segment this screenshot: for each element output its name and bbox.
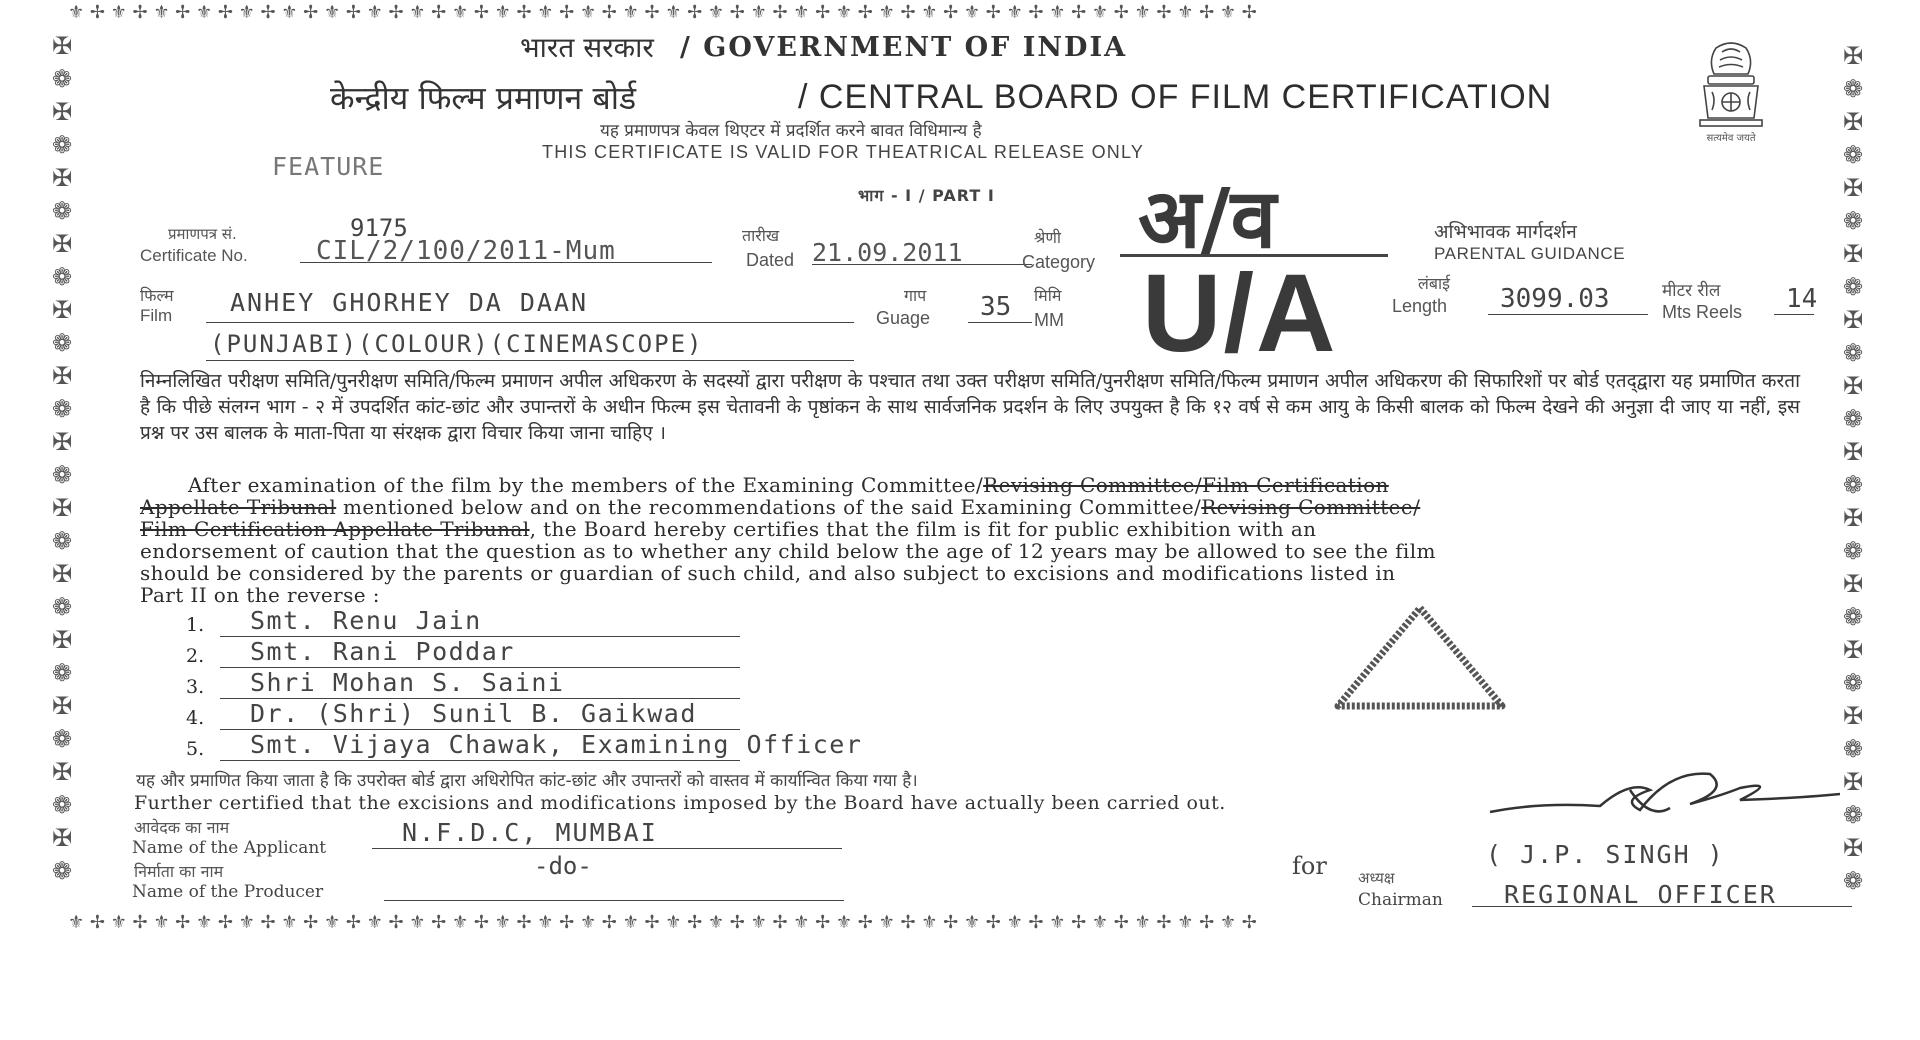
member-number: 2. bbox=[186, 645, 205, 667]
length-unit: Mts Reels bbox=[1662, 302, 1743, 322]
list-item bbox=[186, 699, 1086, 730]
government-title: / GOVERNMENT OF INDIA bbox=[680, 32, 1128, 63]
further-english: Further certified that the excisions and modifications imposed by the Board have actually been carried out. bbox=[134, 792, 1226, 814]
chairman-label: Chairman bbox=[1358, 890, 1443, 910]
hindi-validity-note: यह प्रमाणपत्र केवल थिएटर में प्रदर्शित करने बावत विधिमान्य है bbox=[600, 121, 982, 141]
emblem-caption: सत्यमेव जयते bbox=[1706, 133, 1756, 144]
member-underline bbox=[220, 760, 740, 761]
member-number: 1. bbox=[186, 614, 205, 636]
hindi-government-title: भारत सरकार bbox=[520, 31, 654, 64]
signatory-name: ( J.P. SINGH ) bbox=[1486, 840, 1725, 869]
feature-stamp: FEATURE bbox=[272, 152, 385, 181]
member-name: Smt. Vijaya Chawak, Examining Officer bbox=[250, 730, 863, 759]
paragraph-line-2b: mentioned below and on the recommendations of the said Examining Committee/ bbox=[336, 495, 1202, 519]
list-item bbox=[186, 730, 1086, 761]
film-details: (PUNJABI)(COLOUR)(CINEMASCOPE) bbox=[210, 330, 704, 358]
producer-hindi-label: निर्माता का नाम bbox=[134, 862, 224, 881]
signatory-underline bbox=[1472, 906, 1852, 907]
gauge-unit: MM bbox=[1034, 310, 1064, 330]
triangle-stamp bbox=[1330, 602, 1510, 714]
film-title: ANHEY GHORHEY DA DAAN bbox=[230, 288, 589, 317]
gauge-value: 35 bbox=[980, 292, 1012, 322]
triangle-icon bbox=[1330, 602, 1510, 714]
reels-underline bbox=[1774, 314, 1814, 315]
gauge-hindi-unit: मिमि bbox=[1034, 286, 1062, 305]
paragraph-line-2c-struck: Revising Committee/ bbox=[1201, 495, 1421, 519]
member-name: Smt. Renu Jain bbox=[250, 606, 482, 635]
border-right: ✠ ❁ ✠ ❁ ✠ ❁ ✠ ❁ ✠ ❁ ✠ ❁ ✠ ❁ ✠ ❁ ✠ ❁ ✠ ❁ ✠ ❁ ✠ ❁ ✠ ❁ bbox=[1843, 42, 1864, 895]
border-top: ⚜ ✢ ⚜ ✢ ⚜ ✢ ⚜ ✢ ⚜ ✢ ⚜ ✢ ⚜ ✢ ⚜ ✢ ⚜ ✢ ⚜ ✢ ⚜ ✢ ⚜ ✢ ⚜ ✢ ⚜ ✢ ⚜ ✢ ⚜ ✢ ⚜ ✢ ⚜ ✢ ⚜ ✢ ⚜ ✢ ⚜ ✢ ⚜ ✢ ⚜ ✢ ⚜ ✢ ⚜ ✢ ⚜ ✢ ⚜ ✢ ⚜ ✢ bbox=[68, 2, 1257, 23]
length-hindi-label: लंबाई bbox=[1418, 274, 1450, 293]
producer-value: -do- bbox=[534, 852, 592, 880]
certificate-number: CIL/2/100/2011-Mum bbox=[316, 236, 616, 266]
date-hindi-label: तारीख bbox=[742, 226, 780, 245]
date-underline bbox=[812, 264, 1032, 265]
for-label: for bbox=[1292, 852, 1327, 880]
length-label: Length bbox=[1392, 296, 1448, 316]
chairman-hindi-label: अध्यक्ष bbox=[1358, 869, 1395, 887]
reels-value: 14 bbox=[1786, 284, 1818, 314]
validity-note: THIS CERTIFICATE IS VALID FOR THEATRICAL RELEASE ONLY bbox=[542, 142, 1145, 162]
part-label: भाग - I / PART I bbox=[858, 186, 995, 205]
paragraph-line-1b-struck: Revising Committee/Film Certification bbox=[983, 473, 1389, 497]
gauge-label: Guage bbox=[876, 308, 931, 328]
national-emblem bbox=[1686, 40, 1776, 150]
paragraph-line-4: endorsement of caution that the question as to whether any child below the age of 12 years may be allowed to see the film bbox=[140, 539, 1436, 563]
list-item bbox=[186, 606, 1086, 637]
member-number: 5. bbox=[186, 738, 205, 760]
paragraph-line-2a-struck: Appellate Tribunal bbox=[140, 495, 337, 519]
category-hindi-mark: अ/व bbox=[1138, 172, 1277, 267]
certificate-underline bbox=[300, 262, 712, 263]
signature-scribble-icon bbox=[1480, 760, 1850, 840]
signatory-title: REGIONAL OFFICER bbox=[1504, 880, 1777, 909]
english-certification-paragraph bbox=[140, 474, 1804, 606]
paragraph-line-1a: After examination of the film by the members of the Examining Committee/ bbox=[188, 473, 984, 497]
border-left: ✠ ❁ ✠ ❁ ✠ ❁ ✠ ❁ ✠ ❁ ✠ ❁ ✠ ❁ ✠ ❁ ✠ ❁ ✠ ❁ ✠ ❁ ✠ ❁ ✠ ❁ bbox=[52, 32, 73, 885]
hindi-board-title: केन्द्रीय फिल्म प्रमाणन बोर्ड bbox=[330, 79, 637, 117]
paragraph-line-5: should be considered by the parents or guardian of such child, and also subject to excisions and modifications listed in bbox=[140, 561, 1396, 585]
gauge-hindi-label: गाप bbox=[904, 286, 927, 305]
category-hindi-label: श्रेणी bbox=[1034, 228, 1062, 247]
guidance-label: PARENTAL GUIDANCE bbox=[1434, 244, 1626, 263]
certificate-label: Certificate No. bbox=[140, 246, 248, 265]
film-hindi-label: फिल्म bbox=[140, 286, 174, 305]
member-name: Smt. Rani Poddar bbox=[250, 637, 515, 666]
length-underline bbox=[1488, 314, 1648, 315]
border-bottom: ⚜ ✢ ⚜ ✢ ⚜ ✢ ⚜ ✢ ⚜ ✢ ⚜ ✢ ⚜ ✢ ⚜ ✢ ⚜ ✢ ⚜ ✢ ⚜ ✢ ⚜ ✢ ⚜ ✢ ⚜ ✢ ⚜ ✢ ⚜ ✢ ⚜ ✢ ⚜ ✢ ⚜ ✢ ⚜ ✢ ⚜ ✢ ⚜ ✢ ⚜ ✢ ⚜ ✢ ⚜ ✢ ⚜ ✢ ⚜ ✢ ⚜ ✢ bbox=[68, 912, 1257, 933]
list-item bbox=[186, 637, 1086, 668]
board-title: / CENTRAL BOARD OF FILM CERTIFICATION bbox=[798, 78, 1553, 116]
film-label: Film bbox=[140, 306, 173, 325]
applicant-hindi-label: आवेदक का नाम bbox=[134, 818, 230, 837]
gauge-underline bbox=[968, 322, 1032, 323]
paragraph-line-6: Part II on the reverse : bbox=[140, 583, 380, 607]
producer-underline bbox=[384, 900, 844, 901]
further-hindi: यह और प्रमाणित किया जाता है कि उपरोक्त बोर्ड द्वारा अधिरोपित कांट-छांट और उपान्तरों को वास्तव में कार्यान्वित किया गया है। bbox=[136, 771, 918, 791]
length-hindi-unit: मीटर रील bbox=[1662, 281, 1721, 301]
certificate-hindi-label: प्रमाणपत्र सं. bbox=[168, 225, 237, 243]
hindi-certification-paragraph: निम्नलिखित परीक्षण समिति/पुनरीक्षण समिति/फिल्म प्रमाणन अपील अधिकरण के सदस्यों द्वारा परीक्षण के पश्चात तथा उक्त परीक्षण समिति/पुनरीक्षण समिति/फिल्म प्रमाणन अपील अधिकरण की सिफारिशों पर बोर्ड एतद्‌द्वारा यह प्रमाणित करता है कि पीछे संलग्न भाग - २ में उपदर्शित कांट-छांट और उपान्तरों के अधीन फिल्म इस चेतावनी के पृष्ठांकन के साथ सार्वजनिक प्रदर्शन के लिए उपयुक्त है कि १२ वर्ष से कम आयु के किसी बालक को फिल्म देखने की अनुज्ञा दी जाए या नहीं, इस प्रश्न पर उस बालक के माता-पिता या संरक्षक द्वारा विचार किया जाना चाहिए । bbox=[140, 370, 1800, 444]
paragraph-line-3a-struck: Film Certification Appellate Tribunal bbox=[140, 517, 530, 541]
length-value: 3099.03 bbox=[1500, 284, 1610, 314]
list-item bbox=[186, 668, 1086, 699]
guidance-hindi: अभिभावक मार्गदर्शन bbox=[1434, 221, 1577, 243]
signature bbox=[1480, 760, 1850, 840]
film-details-underline bbox=[206, 360, 854, 361]
members-list bbox=[186, 606, 1086, 761]
film-title-underline bbox=[206, 322, 854, 323]
date-value: 21.09.2011 bbox=[812, 238, 963, 267]
applicant-underline bbox=[372, 848, 842, 849]
category-label: Category bbox=[1022, 252, 1096, 272]
member-name: Dr. (Shri) Sunil B. Gaikwad bbox=[250, 699, 697, 728]
paragraph-line-3b: , the Board hereby certifies that the film is fit for public exhibition with an bbox=[529, 517, 1317, 541]
member-number: 4. bbox=[186, 707, 205, 729]
member-number: 3. bbox=[186, 676, 205, 698]
applicant-label: Name of the Applicant bbox=[132, 838, 327, 858]
applicant-value: N.F.D.C, MUMBAI bbox=[402, 818, 658, 847]
certificate-handwritten-no: 9175 bbox=[350, 214, 408, 242]
category-value: U/A bbox=[1142, 252, 1338, 375]
date-label: Dated bbox=[746, 250, 795, 270]
producer-label: Name of the Producer bbox=[132, 882, 324, 902]
member-name: Shri Mohan S. Saini bbox=[250, 668, 565, 697]
